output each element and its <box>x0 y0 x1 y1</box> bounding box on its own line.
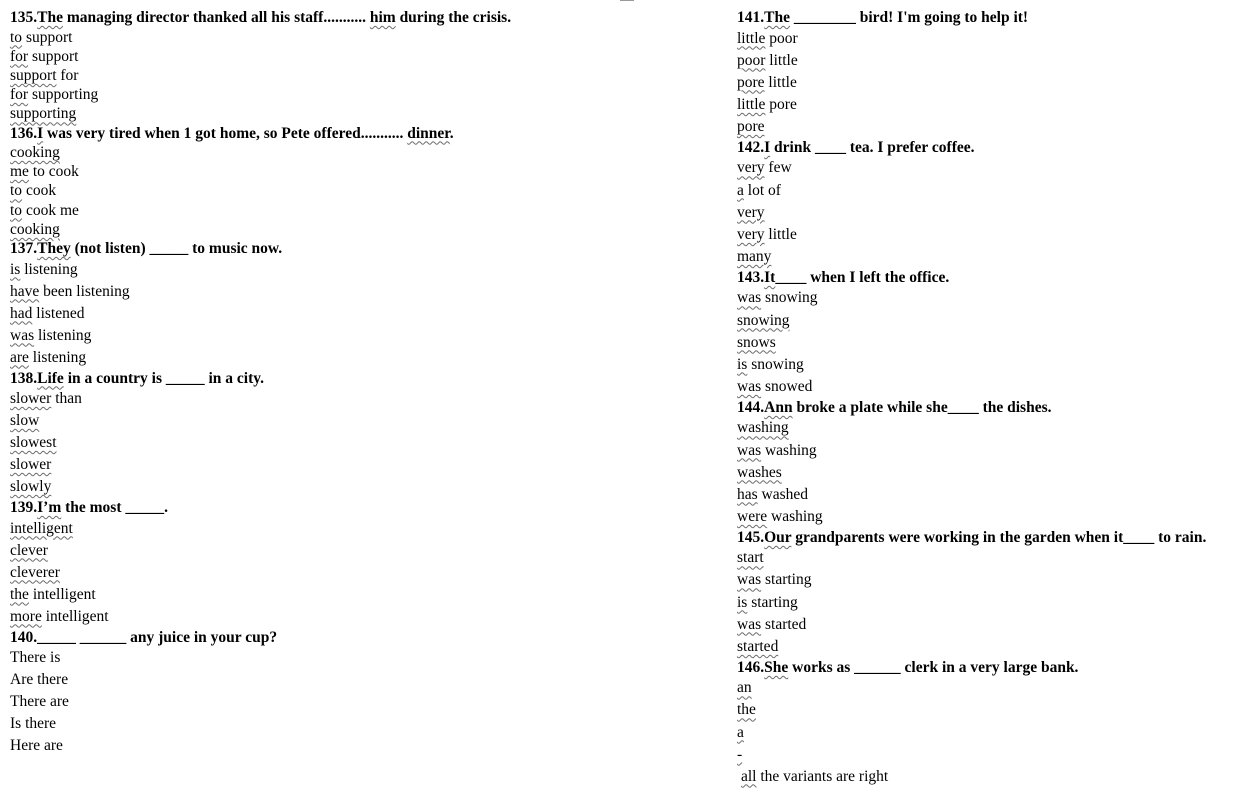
question-text <box>737 528 1257 548</box>
answer-option[interactable] <box>737 94 1257 116</box>
option-text: poor <box>765 29 798 47</box>
answer-option[interactable] <box>10 220 710 239</box>
question-lead-word: They <box>37 240 71 258</box>
option-first-word: was <box>737 571 762 589</box>
option-first-word: washes <box>737 463 782 481</box>
question-number: 139. <box>10 499 38 517</box>
answer-option[interactable] <box>10 584 710 606</box>
page-top-marker <box>620 0 634 1</box>
question-body: was very tired when 1 got home, so Pete offered........... <box>43 124 408 142</box>
option-first-word: very <box>737 159 765 177</box>
option-text: washed <box>757 485 809 503</box>
option-first-word: was <box>10 326 35 344</box>
answer-option[interactable] <box>10 606 710 628</box>
option-text: Is there <box>10 715 57 733</box>
answer-option[interactable] <box>10 181 710 200</box>
option-text: starting <box>761 571 812 589</box>
option-first-word: an <box>737 679 752 697</box>
answer-option[interactable] <box>737 202 1257 224</box>
answer-option[interactable] <box>737 157 1257 179</box>
question-number: 140. <box>10 628 38 646</box>
option-first-word: supporting <box>10 105 77 123</box>
answer-option[interactable] <box>737 569 1257 591</box>
question-lead-word: Our <box>764 528 792 546</box>
question-body: _____ ______ any juice in your cup? <box>37 628 278 646</box>
answer-option[interactable] <box>737 50 1257 72</box>
option-first-word: little <box>737 29 766 47</box>
question-body: managing director thanked all his staff........... <box>62 9 370 26</box>
question-text <box>737 8 1257 28</box>
answer-option[interactable] <box>10 325 710 347</box>
option-first-word: slower <box>10 456 52 474</box>
option-first-word: is <box>737 355 748 373</box>
option-text: few <box>764 159 792 177</box>
option-first-word: were <box>737 507 768 525</box>
right-question-column <box>737 8 1257 788</box>
question-text <box>10 628 710 648</box>
question-block <box>737 138 1257 268</box>
answer-option[interactable] <box>10 476 710 498</box>
answer-option[interactable] <box>10 432 710 454</box>
question-tail: during the crisis. <box>395 9 512 26</box>
question-text <box>737 138 1257 158</box>
question-body: in a country is _____ in a city. <box>63 369 265 387</box>
option-first-word: washing <box>737 419 789 437</box>
question-lead-word: I’m <box>37 499 62 517</box>
question-number: 138. <box>10 369 38 387</box>
answer-option[interactable] <box>10 104 710 123</box>
question-number: 144. <box>737 398 765 416</box>
option-first-word: slowly <box>10 478 52 496</box>
option-text: the variants are right <box>756 767 889 785</box>
option-text: intelligent <box>28 585 96 603</box>
question-block <box>10 124 710 240</box>
option-first-word: to <box>10 182 23 200</box>
answer-option[interactable] <box>737 766 1257 788</box>
option-first-word: had <box>10 304 33 322</box>
answer-option[interactable] <box>10 303 710 325</box>
option-first-word: are <box>10 348 29 366</box>
answer-option[interactable] <box>737 722 1257 744</box>
question-lead-word: The <box>764 9 790 26</box>
option-text: started <box>761 615 807 633</box>
answer-option[interactable] <box>737 484 1257 506</box>
option-first-word: to <box>10 28 23 46</box>
question-text <box>10 8 710 28</box>
question-lead-word: I <box>764 138 771 156</box>
option-text: support <box>28 47 79 65</box>
question-body: the most _____. <box>61 499 169 517</box>
answer-option[interactable] <box>10 388 710 410</box>
answer-option[interactable] <box>10 647 710 669</box>
question-block <box>737 398 1257 528</box>
option-first-word: was <box>737 441 762 459</box>
option-first-word: all <box>741 767 757 785</box>
answer-option[interactable] <box>10 735 710 757</box>
option-first-word: cooking <box>10 144 60 162</box>
question-marked-word: dinner <box>407 124 450 142</box>
left-question-column <box>10 8 710 757</box>
answer-option[interactable] <box>737 180 1257 202</box>
answer-option[interactable] <box>10 518 710 540</box>
option-first-word: has <box>737 485 758 503</box>
option-first-word: clever <box>10 541 48 559</box>
question-marked-word: him <box>369 9 396 26</box>
question-block <box>10 369 710 499</box>
option-text: There are <box>10 693 69 711</box>
answer-option[interactable] <box>737 246 1257 268</box>
answer-option[interactable] <box>10 691 710 713</box>
option-first-word: was <box>737 289 762 307</box>
answer-option[interactable] <box>10 201 710 220</box>
answer-option[interactable] <box>10 47 710 66</box>
answer-option[interactable] <box>10 162 710 181</box>
question-number: 145. <box>737 528 765 546</box>
answer-option[interactable] <box>737 28 1257 50</box>
option-first-word: very <box>737 225 765 243</box>
answer-option[interactable] <box>737 376 1257 398</box>
answer-option[interactable] <box>737 72 1257 94</box>
question-lead-word: I <box>37 124 44 142</box>
option-text: snowing <box>747 355 804 373</box>
answer-option[interactable] <box>737 310 1257 332</box>
answer-option[interactable] <box>10 454 710 476</box>
question-block <box>10 239 710 369</box>
question-text <box>10 239 710 259</box>
option-text: for <box>56 66 79 84</box>
option-text: starting <box>747 593 798 611</box>
option-first-word: snowing <box>737 311 790 329</box>
option-text: listening <box>34 326 92 344</box>
option-text: supporting <box>28 86 99 104</box>
option-text: washing <box>767 507 823 525</box>
option-first-word: a <box>737 723 744 741</box>
question-body: grandparents were working in the garden when it____ to rain. <box>791 528 1207 546</box>
answer-option[interactable] <box>10 85 710 104</box>
option-first-word: is <box>10 260 21 278</box>
option-first-word: many <box>737 247 772 265</box>
option-first-word: pore <box>737 117 765 135</box>
question-number: 135. <box>10 9 38 26</box>
question-text <box>737 268 1257 288</box>
question-body: drink ____ tea. I prefer coffee. <box>770 138 975 156</box>
option-first-word: is <box>737 593 748 611</box>
question-body: works as ______ clerk in a very large bank. <box>788 658 1079 676</box>
option-first-word: to <box>10 201 23 219</box>
option-text: been listening <box>39 282 130 300</box>
option-first-word: slow <box>10 412 40 430</box>
option-first-word: was <box>737 377 762 395</box>
option-text: support <box>22 28 73 46</box>
question-body: ________ bird! I'm going to help it! <box>789 9 1029 26</box>
question-tail: . <box>449 124 454 142</box>
option-first-word: a <box>737 181 744 199</box>
option-first-word: for <box>10 86 29 104</box>
question-block <box>737 268 1257 398</box>
answer-option[interactable] <box>10 669 710 691</box>
option-text: listening <box>28 348 87 366</box>
question-number: 136. <box>10 124 38 142</box>
option-text: Here are <box>10 737 63 755</box>
answer-option[interactable] <box>737 332 1257 354</box>
answer-option[interactable] <box>737 224 1257 246</box>
option-text: pore <box>765 95 797 113</box>
answer-option[interactable] <box>10 540 710 562</box>
question-body: broke a plate while she____ the dishes. <box>792 398 1052 416</box>
option-first-word: start <box>737 549 764 567</box>
question-text <box>10 369 710 389</box>
option-text: to cook <box>28 163 79 181</box>
answer-option[interactable] <box>737 614 1257 636</box>
answer-option[interactable] <box>10 410 710 432</box>
question-block <box>10 498 710 628</box>
question-lead-word: The <box>37 9 63 26</box>
question-number: 142. <box>737 138 765 156</box>
question-block <box>737 528 1257 658</box>
answer-option[interactable] <box>10 66 710 85</box>
option-text: washing <box>761 441 817 459</box>
answer-option[interactable] <box>737 744 1257 766</box>
option-text: listened <box>32 304 85 322</box>
answer-option[interactable] <box>10 143 710 162</box>
answer-option[interactable] <box>737 417 1257 439</box>
option-first-word: for <box>10 47 29 65</box>
option-first-word: cleverer <box>10 563 60 581</box>
answer-option[interactable] <box>737 636 1257 658</box>
option-first-word: cooking <box>10 220 60 238</box>
option-text: intelligent <box>41 607 109 625</box>
answer-option[interactable] <box>10 281 710 303</box>
option-text: cook me <box>22 201 79 219</box>
option-text: lot of <box>743 181 781 199</box>
question-number: 143. <box>737 268 765 286</box>
option-text: listening <box>20 260 78 278</box>
option-text: cook <box>22 182 57 200</box>
answer-option[interactable] <box>10 713 710 735</box>
answer-option[interactable] <box>10 347 710 369</box>
question-number: 137. <box>10 240 38 258</box>
option-text: than <box>51 390 82 408</box>
answer-option[interactable] <box>737 354 1257 376</box>
question-lead-word: It <box>764 268 776 286</box>
option-first-word: have <box>10 282 40 300</box>
option-first-word: me <box>10 163 29 181</box>
option-text: There is <box>10 649 61 667</box>
option-first-word: - <box>737 745 743 763</box>
option-text: snowing <box>761 289 818 307</box>
question-text <box>10 498 710 518</box>
question-number: 146. <box>737 658 765 676</box>
option-first-word: slowest <box>10 434 57 452</box>
question-lead-word: Life <box>37 369 64 387</box>
question-lead-word: Ann <box>764 398 793 416</box>
answer-option[interactable] <box>737 462 1257 484</box>
option-first-word: the <box>737 701 756 719</box>
answer-option[interactable] <box>737 592 1257 614</box>
option-text: snowed <box>761 377 813 395</box>
question-lead-word: She <box>764 658 789 676</box>
option-first-word: snows <box>737 333 776 351</box>
option-first-word: more <box>10 607 42 625</box>
answer-option[interactable] <box>737 677 1257 699</box>
answer-option[interactable] <box>737 116 1257 138</box>
answer-option[interactable] <box>737 287 1257 309</box>
option-first-word: slower <box>10 390 52 408</box>
option-first-word: started <box>737 637 779 655</box>
option-first-word: little <box>737 95 766 113</box>
answer-option[interactable] <box>10 562 710 584</box>
answer-option[interactable] <box>10 259 710 281</box>
option-first-word: support <box>10 66 57 84</box>
answer-option[interactable] <box>10 28 710 47</box>
option-first-word: pore <box>737 73 765 91</box>
answer-option[interactable] <box>737 506 1257 528</box>
question-body: (not listen) _____ to music now. <box>70 240 283 258</box>
question-number: 141. <box>737 9 765 26</box>
option-text: little <box>764 73 797 91</box>
option-first-word: poor <box>737 51 766 69</box>
question-block <box>10 8 710 124</box>
option-text: little <box>765 51 798 69</box>
option-text: little <box>764 225 797 243</box>
option-text: Are there <box>10 671 69 689</box>
question-text <box>737 398 1257 418</box>
option-first-word: very <box>737 203 765 221</box>
question-block <box>737 658 1257 788</box>
option-first-word: was <box>737 615 762 633</box>
question-body: ____ when I left the office. <box>775 268 950 286</box>
option-first-word: intelligent <box>10 519 73 537</box>
question-text <box>737 658 1257 678</box>
question-text <box>10 124 710 144</box>
question-block <box>10 628 710 758</box>
answer-option[interactable] <box>737 699 1257 721</box>
option-first-word: the <box>10 585 29 603</box>
answer-option[interactable] <box>737 440 1257 462</box>
answer-option[interactable] <box>737 547 1257 569</box>
question-block <box>737 8 1257 138</box>
